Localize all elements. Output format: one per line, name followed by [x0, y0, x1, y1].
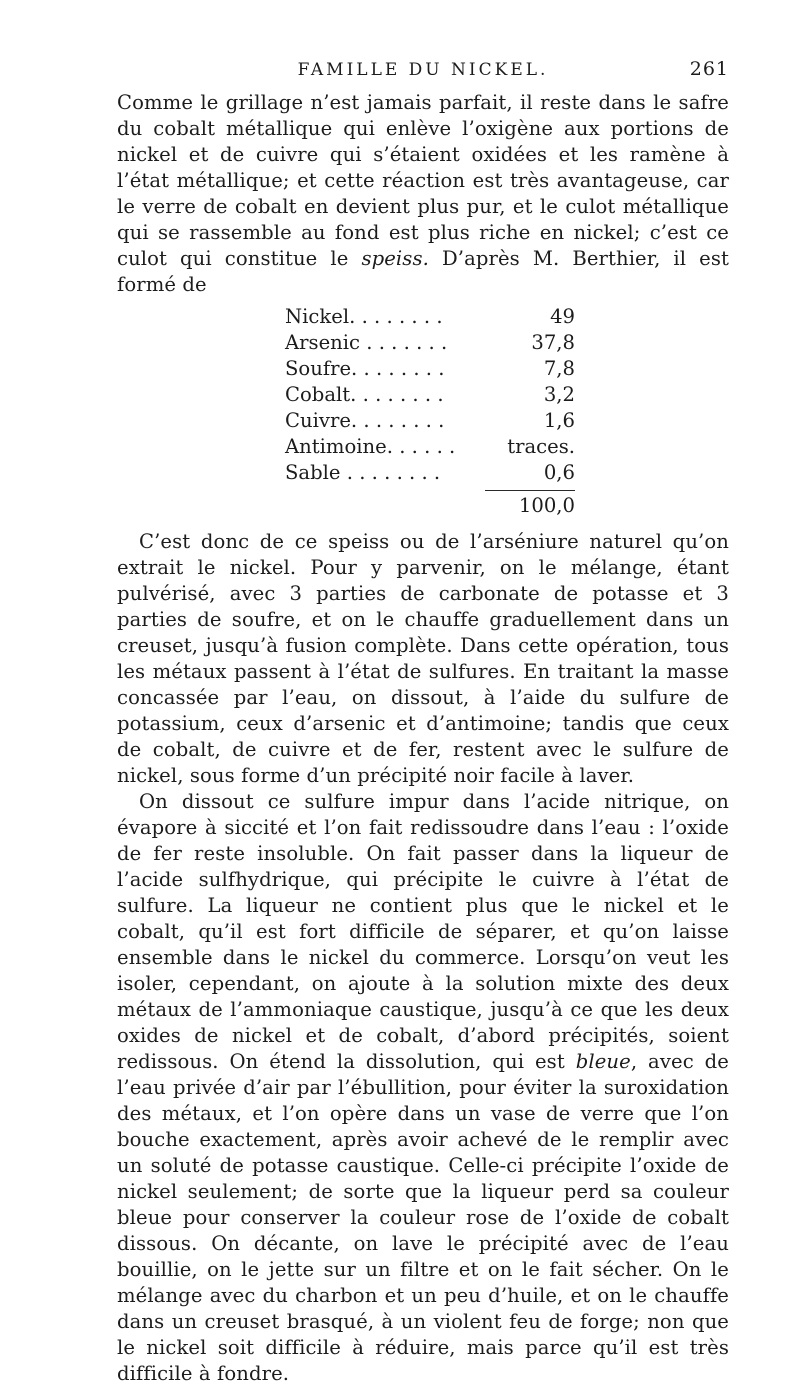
element-name: Cuivre. . . . . . . .	[285, 409, 445, 432]
element-value: 7,8	[543, 357, 575, 380]
element-value: 1,6	[543, 409, 575, 432]
page-number: 261	[689, 58, 729, 80]
paragraph-3-text-start: On dissout ce sulfure impur dans l’acide nitrique, on évapore à siccité et l’on fait redissoudre dans l’eau : l’oxide de fer reste insoluble. On fait passer dans la liqueur de l’acide sulfhydrique, qui précipite le cuivre à l’état de sulfure. La liqueur ne contient plus que le nickel et le cobalt, qu’il est fort difficile de séparer, et qu’on laisse ensemble dans le nickel du commerce. Lorsqu’on veut les isoler, cependant, on ajoute à la solution mixte des deux métaux de l’ammoniaque caustique, jusqu’à ce que les deux oxides de nickel et de cobalt, d’abord précipités, soient redissous. On étend la dissolution, qui est	[117, 790, 729, 1073]
element-name: Arsenic . . . . . . .	[285, 331, 448, 354]
running-title: FAMILLE DU NICKEL.	[297, 60, 549, 80]
element-value: 0,6	[543, 461, 575, 484]
element-name: Cobalt. . . . . . . .	[285, 383, 444, 406]
paragraph-3-text-end: , avec de l’eau privée d’air par l’ébullition, pour éviter la suroxidation des métaux, et l’on opère dans un vase de verre que l’on bouche exactement, après avoir achevé de le remplir avec un soluté de potasse caustique. Celle-ci précipite l’oxide de nickel seulement; de sorte que la liqueur perd sa couleur bleue pour conserver la couleur rose de l’oxide de cobalt dissous. On décante, on lave le précipité avec de l’eau bouillie, on le jette sur un filtre et on le fait sécher. On le mélange avec du charbon et un peu d’huile, et on le chauffe dans un creuset brasqué, à un violent feu de forge; non que le nickel soit difficile à réduire, mais parce qu’il est très difficile à fondre.	[117, 1050, 729, 1385]
composition-row	[285, 304, 575, 330]
element-value: traces.	[507, 435, 575, 458]
element-value: 37,8	[531, 331, 575, 354]
element-name: Antimoine. . . . . .	[285, 435, 456, 458]
composition-row	[285, 434, 575, 460]
composition-row	[285, 330, 575, 356]
element-name: Soufre. . . . . . . .	[285, 357, 445, 380]
paragraph-1-text-start: Comme le grillage n’est jamais parfait, il reste dans le safre du cobalt métallique qui enlève l’oxigène aux portions de nickel et de cuivre qui s’étaient oxidées et les ramène à l’état métallique; et cette réaction est très avantageuse, car le verre de cobalt en devient plus pur, et le culot métallique qui se rassemble au fond est plus riche en nickel; c’est ce culot qui constitue le	[117, 91, 729, 270]
paragraph-1	[117, 90, 729, 298]
paragraph-1-text-end: D’après M. Berthier, il est formé de	[117, 247, 729, 296]
element-value: 49	[550, 305, 575, 328]
composition-row	[285, 382, 575, 408]
element-name: Sable . . . . . . . .	[285, 461, 441, 484]
composition-total-row	[285, 493, 575, 519]
paragraph-3	[117, 789, 729, 1387]
paragraph-2: C’est donc de ce speiss ou de l’arséniure naturel qu’on extrait le nickel. Pour y parvenir, on le mélange, étant pulvérisé, avec 3 parties de carbonate de potasse et 3 parties de soufre, et on le chauffe graduellement dans un creuset, jusqu’à fusion complète. Dans cette opération, tous les métaux passent à l’état de sulfures. En traitant la masse concassée par l’eau, on dissout, à l’aide du sulfure de potassium, ceux d’arsenic et d’antimoine; tandis que ceux de cobalt, de cuivre et de fer, restent avec le sulfure de nickel, sous forme d’un précipité noir facile à laver.	[117, 530, 729, 787]
composition-row	[285, 408, 575, 434]
element-value: 3,2	[543, 383, 575, 406]
element-name: Nickel. . . . . . . .	[285, 305, 443, 328]
page-header	[117, 60, 729, 90]
composition-total: 100,0	[518, 494, 575, 517]
composition-row	[285, 460, 575, 486]
composition-table	[285, 304, 575, 519]
book-page	[117, 60, 729, 1387]
sum-rule	[485, 490, 575, 491]
bleue-term: bleue	[575, 1050, 631, 1073]
composition-row	[285, 356, 575, 382]
speiss-term: speiss.	[361, 247, 429, 270]
